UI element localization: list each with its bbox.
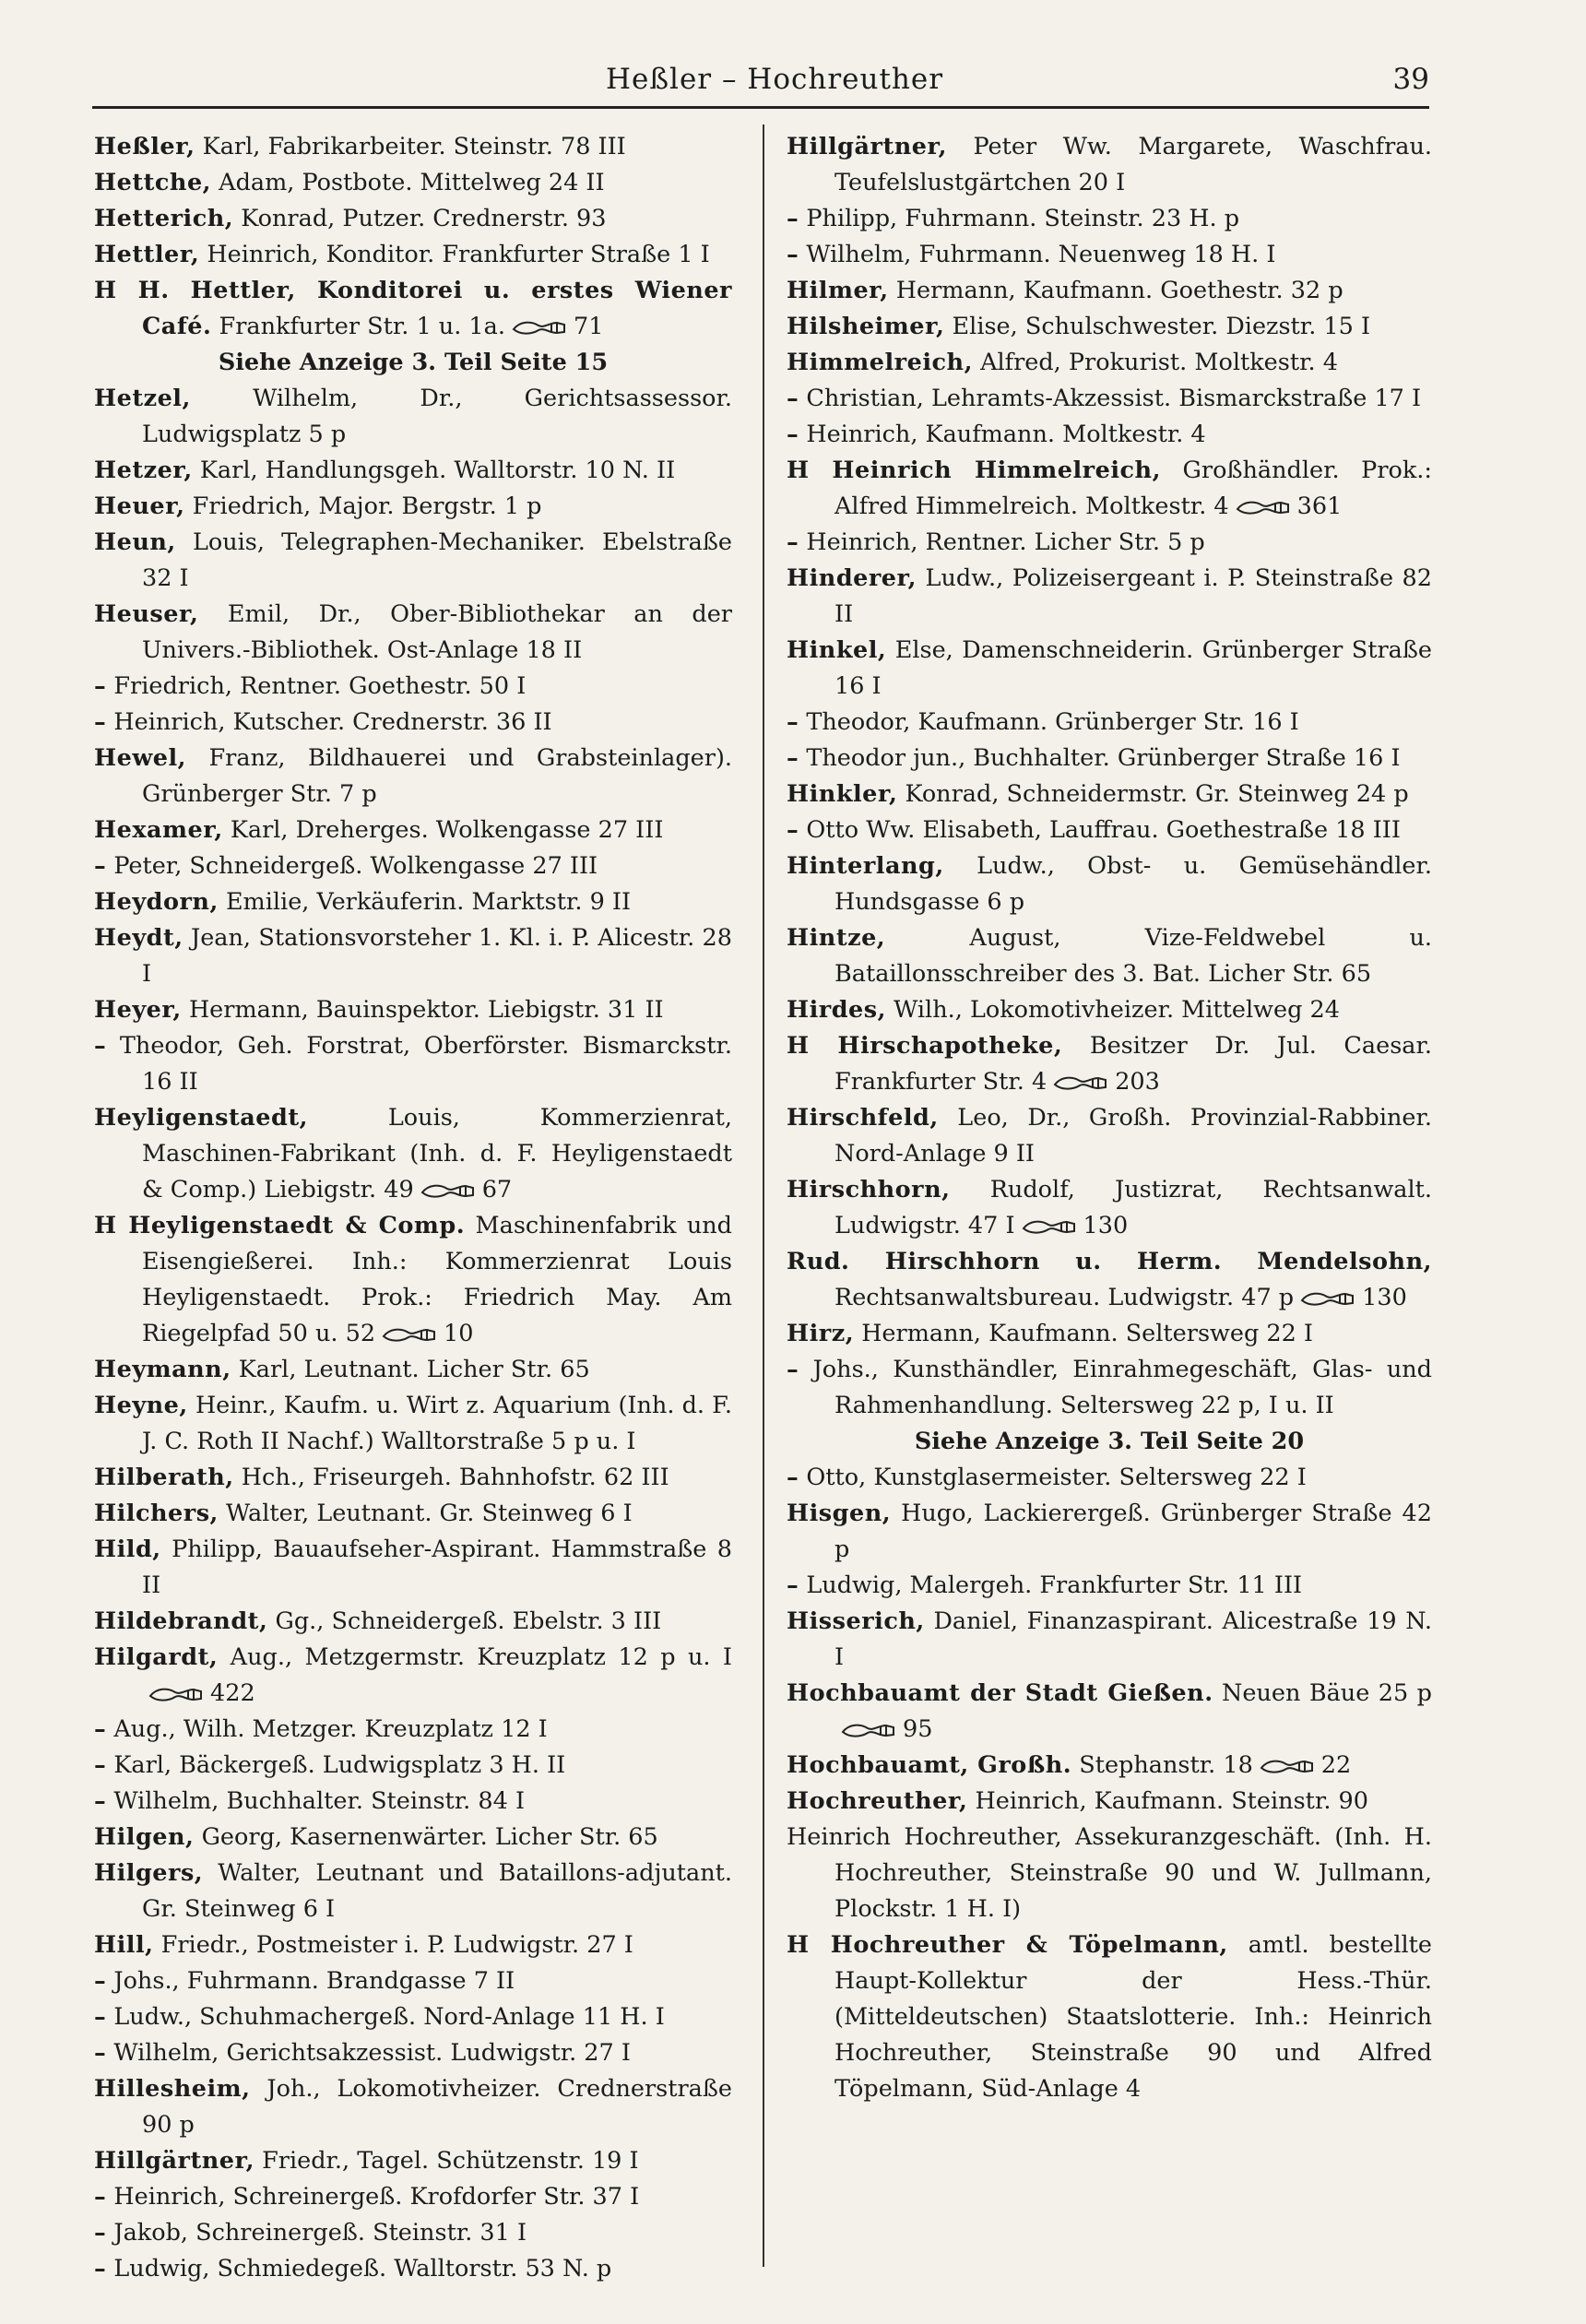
directory-entry — [94, 1748, 732, 1784]
phone-number: 130 — [1362, 1284, 1407, 1311]
directory-entry — [787, 1820, 1432, 1927]
entry-name: Heyligenstaedt, — [94, 1104, 308, 1132]
directory-entry — [94, 2143, 732, 2179]
telephone-icon — [511, 319, 568, 336]
directory-entry — [94, 848, 732, 884]
entry-details: Emil, Dr., Ober-Bibliothekar an der Univers.-Bibliothek. Ost-Anlage 18 II — [142, 600, 732, 664]
entry-name: Hilsheimer, — [787, 313, 945, 340]
entry-details: Theodor, Kaufmann. Grünberger Str. 16 I — [806, 708, 1299, 736]
entry-details: Aug., Metzgermstr. Kreuzplatz 12 p u. I — [230, 1643, 732, 1671]
entry-name: – — [94, 708, 107, 736]
entry-details: Ludwig, Malergeh. Frankfurter Str. 11 III — [806, 1571, 1303, 1599]
entry-name: – — [787, 816, 799, 844]
directory-entry — [94, 2035, 732, 2071]
phone-number: 422 — [210, 1679, 255, 1707]
directory-entry — [787, 201, 1432, 237]
entry-name: Hetzer, — [94, 456, 193, 484]
entry-details: Friedr., Postmeister i. P. Ludwigstr. 27 I — [160, 1931, 633, 1959]
entry-name: Hettche, — [94, 169, 212, 196]
entry-details: Georg, Kasernenwärter. Licher Str. 65 — [201, 1823, 658, 1851]
entry-name: Hettler, — [94, 241, 200, 268]
phone-number: 71 — [573, 313, 604, 340]
entry-name: Hillesheim, — [94, 2075, 251, 2103]
telephone-icon — [1259, 1758, 1316, 1774]
directory-entry — [787, 705, 1432, 741]
directory-entry — [94, 129, 732, 165]
directory-entry — [94, 525, 732, 597]
directory-entry — [94, 2251, 732, 2287]
entry-details: Hugo, Lackierergeß. Grünberger Straße 42 p — [834, 1500, 1432, 1563]
telephone-icon — [420, 1182, 477, 1199]
entry-details: Wilhelm, Fuhrmann. Neuenweg 18 H. I — [806, 241, 1276, 268]
entry-name: – — [94, 2039, 107, 2067]
entry-details: August, Vize-Feldwebel u. Bataillonsschreiber des 3. Bat. Licher Str. 65 — [834, 924, 1432, 988]
entry-name: Hewel, — [94, 744, 187, 772]
entry-details: Besitzer Dr. Jul. Caesar. Frankfurter Str. 4 — [834, 1032, 1432, 1096]
ad-reference: Siehe Anzeige 3. Teil Seite 20 — [914, 1428, 1305, 1455]
left-column — [94, 129, 732, 2287]
entry-details: Else, Damenschneiderin. Grünberger Straße 16 I — [834, 636, 1432, 700]
directory-entry — [94, 1999, 732, 2035]
directory-entry — [94, 489, 732, 525]
entry-name: – — [94, 1967, 107, 1995]
entry-name: Heßler, — [94, 133, 195, 160]
directory-entry — [787, 1028, 1432, 1100]
directory-entry — [787, 1172, 1432, 1244]
entry-name: Hill, — [94, 1931, 154, 1959]
directory-entry — [94, 705, 732, 741]
entry-name: Hochreuther, — [787, 1787, 968, 1815]
entry-name: – — [94, 852, 107, 880]
entry-name: – — [94, 672, 107, 700]
phone-number: 22 — [1320, 1751, 1352, 1779]
entry-details: Karl, Fabrikarbeiter. Steinstr. 78 III — [202, 133, 626, 160]
entry-name: – — [94, 2183, 107, 2211]
entry-details: Peter, Schneidergeß. Wolkengasse 27 III — [113, 852, 598, 880]
directory-entry — [787, 1604, 1432, 1676]
entry-name: – — [94, 2003, 107, 2031]
directory-entry — [94, 1963, 732, 1999]
entry-details: Heinrich, Kaufmann. Steinstr. 90 — [975, 1787, 1368, 1815]
entry-name: H Hochreuther & Töpelmann, — [787, 1931, 1228, 1959]
entry-name: – — [787, 205, 799, 232]
entry-details: Elise, Schulschwester. Diezstr. 15 I — [952, 313, 1371, 340]
directory-entry — [94, 1028, 732, 1100]
entry-details: Hermann, Kaufmann. Seltersweg 22 I — [861, 1320, 1314, 1347]
telephone-icon — [1052, 1074, 1109, 1091]
entry-details: Alfred, Prokurist. Moltkestr. 4 — [980, 349, 1338, 376]
entry-details: Großhändler. Prok.: Alfred Himmelreich. Moltkestr. 4 — [834, 456, 1433, 520]
directory-entry — [787, 741, 1432, 777]
entry-details: Heinrich, Kutscher. Crednerstr. 36 II — [113, 708, 552, 736]
entry-name: – — [787, 744, 799, 772]
entry-details: Wilh., Lokomotivheizer. Mittelweg 24 — [894, 996, 1340, 1024]
directory-entry — [94, 812, 732, 848]
entry-name: Hinkler, — [787, 780, 898, 808]
entry-name: Hetzel, — [94, 385, 191, 412]
telephone-icon — [1299, 1290, 1356, 1307]
directory-entry — [94, 741, 732, 812]
entry-name: Hilgers, — [94, 1859, 204, 1887]
directory-entry — [94, 1712, 732, 1748]
directory-entry — [94, 2179, 732, 2215]
entry-details: Heinrich, Kaufmann. Moltkestr. 4 — [806, 421, 1206, 448]
entry-name: H Heinrich Himmelreich, — [787, 456, 1161, 484]
directory-entry — [94, 1388, 732, 1460]
entry-name: – — [94, 1751, 107, 1779]
entry-details: Ludwig, Schmiedegeß. Walltorstr. 53 N. p — [113, 2255, 612, 2282]
entry-name: – — [787, 708, 799, 736]
entry-details: Leo, Dr., Großh. Provinzial-Rabbiner. Nord-Anlage 9 II — [834, 1104, 1432, 1168]
ad-reference: Siehe Anzeige 3. Teil Seite 15 — [218, 349, 609, 376]
entry-name: Hochbauamt, Großh. — [787, 1751, 1072, 1779]
entry-details: Daniel, Finanzaspirant. Alicestraße 19 N. I — [834, 1607, 1432, 1671]
entry-details: Jean, Stationsvorsteher 1. Kl. i. P. Alicestr. 28 I — [142, 924, 732, 988]
entry-name: Hexamer, — [94, 816, 223, 844]
entry-name: Hirz, — [787, 1320, 855, 1347]
entry-details: Johs., Fuhrmann. Brandgasse 7 II — [113, 1967, 515, 1995]
directory-entry — [94, 1532, 732, 1604]
entry-details: Christian, Lehramts-Akzessist. Bismarckstraße 17 I — [806, 385, 1422, 412]
directory-entry — [787, 417, 1432, 453]
entry-details: Maschinenfabrik und Eisengießerei. Inh.: Kommerzienrat Louis Heyligenstaedt. Prok.: Friedrich May. Am Riegelpfad 50 u. 52 — [142, 1212, 732, 1347]
directory-entry — [787, 777, 1432, 812]
entry-name: Heuser, — [94, 600, 199, 628]
entry-name: Hilberath, — [94, 1464, 234, 1491]
entry-details: Emilie, Verkäuferin. Marktstr. 9 II — [225, 888, 632, 916]
directory-entry — [94, 2215, 732, 2251]
directory-entry — [94, 669, 732, 705]
entry-details: Adam, Postbote. Mittelweg 24 II — [219, 169, 605, 196]
entry-details: Konrad, Schneidermstr. Gr. Steinweg 24 p — [905, 780, 1409, 808]
entry-details: Karl, Bäckergeß. Ludwigsplatz 3 H. II — [113, 1751, 566, 1779]
entry-details: Wilhelm, Gerichtsakzessist. Ludwigstr. 27 I — [113, 2039, 631, 2067]
directory-entry — [787, 237, 1432, 273]
entry-details: Neuen Bäue 25 p — [1222, 1679, 1433, 1707]
entry-name: H Hirschapotheke, — [787, 1032, 1063, 1060]
entry-details: Johs., Kunsthändler, Einrahmegeschäft, Glas- und Rahmenhandlung. Seltersweg 22 p, I u. II — [812, 1356, 1432, 1419]
entry-details: Theodor, Geh. Forstrat, Oberförster. Bismarckstr. 16 II — [119, 1032, 732, 1096]
directory-entry — [787, 1784, 1432, 1820]
directory-entry — [94, 992, 732, 1028]
page-number: 39 — [1392, 63, 1429, 96]
entry-name: Heydt, — [94, 924, 183, 952]
directory-entry — [94, 381, 732, 453]
directory-entry — [787, 381, 1432, 417]
entry-details: Karl, Handlungsgeh. Walltorstr. 10 N. II — [199, 456, 676, 484]
directory-entry — [787, 345, 1432, 381]
entry-details: Rudolf, Justizrat, Rechtsanwalt. Ludwigstr. 47 I — [834, 1176, 1432, 1239]
directory-entry — [787, 1748, 1432, 1784]
telephone-icon — [1235, 499, 1292, 516]
entry-name: H H. Hettler, Konditorei u. erstes Wiener Café. — [94, 277, 732, 340]
entry-details: Heinr., Kaufm. u. Wirt z. Aquarium (Inh. d. F. J. C. Roth II Nachf.) Walltorstraße 5 p u. I — [142, 1392, 733, 1455]
entry-details: Friedr., Tagel. Schützenstr. 19 I — [262, 2147, 639, 2175]
entry-name: Himmelreich, — [787, 349, 973, 376]
entry-details: Heinrich, Konditor. Frankfurter Straße 1 I — [207, 241, 710, 268]
directory-entry — [94, 2071, 732, 2143]
entry-name: – — [787, 421, 799, 448]
right-column — [787, 129, 1432, 2107]
directory-entry — [94, 1784, 732, 1820]
directory-entry — [94, 165, 732, 201]
entry-name: Hirdes, — [787, 996, 887, 1024]
telephone-icon — [148, 1686, 205, 1702]
phone-number: 130 — [1083, 1212, 1129, 1239]
entry-details: Louis, Telegraphen-Mechaniker. Ebelstraße 32 I — [142, 528, 733, 592]
entry-name: Hillgärtner, — [94, 2147, 254, 2175]
entry-details: Aug., Wilh. Metzger. Kreuzplatz 12 I — [113, 1715, 548, 1743]
entry-name: Hinkel, — [787, 636, 887, 664]
entry-details: Ludw., Obst- u. Gemüsehändler. Hundsgasse 6 p — [834, 852, 1433, 916]
entry-name: H Heyligenstaedt & Comp. — [94, 1212, 466, 1239]
entry-details: Wilhelm, Buchhalter. Steinstr. 84 I — [113, 1787, 526, 1815]
entry-name: – — [94, 2255, 107, 2282]
directory-entry — [787, 1244, 1432, 1316]
entry-details: Jakob, Schreinergeß. Steinstr. 31 I — [113, 2219, 527, 2247]
entry-details: Peter Ww. Margarete, Waschfrau. Teufelslustgärtchen 20 I — [834, 133, 1433, 196]
directory-entry — [787, 309, 1432, 345]
entry-name: Hilchers, — [94, 1500, 219, 1527]
directory-entry — [787, 812, 1432, 848]
entry-name: Hillgärtner, — [787, 133, 947, 160]
directory-entry — [94, 1856, 732, 1927]
entry-name: Hisgen, — [787, 1500, 892, 1527]
entry-details: Walter, Leutnant und Bataillons-adjutant. Gr. Steinweg 6 I — [142, 1859, 732, 1923]
entry-details: Friedrich, Rentner. Goethestr. 50 I — [113, 672, 527, 700]
directory-entry — [787, 1316, 1432, 1352]
directory-entry — [94, 453, 732, 489]
directory-entry — [787, 525, 1432, 561]
entry-name: Heun, — [94, 528, 176, 556]
entry-name: Hisserich, — [787, 1607, 925, 1635]
directory-entry — [94, 1352, 732, 1388]
entry-details: Heinrich, Schreinergeß. Krofdorfer Str. 37 I — [113, 2183, 640, 2211]
directory-entry — [787, 1100, 1432, 1172]
phone-number: 203 — [1115, 1068, 1160, 1096]
directory-entry — [94, 1100, 732, 1208]
entry-details: Karl, Dreherges. Wolkengasse 27 III — [230, 816, 664, 844]
directory-entry — [94, 884, 732, 920]
directory-entry — [787, 1927, 1432, 2107]
entry-name: Heydorn, — [94, 888, 219, 916]
directory-entry — [94, 273, 732, 345]
entry-details: Heinrich, Rentner. Licher Str. 5 p — [806, 528, 1205, 556]
entry-name: Hildebrandt, — [94, 1607, 268, 1635]
entry-details: Frankfurter Str. 1 u. 1a. — [219, 313, 505, 340]
directory-entry — [94, 1820, 732, 1856]
directory-entry — [787, 129, 1432, 201]
directory-entry — [787, 1568, 1432, 1604]
directory-entry — [787, 848, 1432, 920]
directory-entry — [94, 1496, 732, 1532]
entry-name: – — [787, 241, 799, 268]
entry-name: Heymann, — [94, 1356, 231, 1383]
entry-name: Rud. Hirschhorn u. Herm. Mendelsohn, — [787, 1248, 1432, 1275]
entry-details: Ludw., Schuhmachergeß. Nord-Anlage 11 H. I — [113, 2003, 665, 2031]
entry-name: Hilmer, — [787, 277, 889, 304]
entry-name: Hochbauamt der Stadt Gießen. — [787, 1679, 1213, 1707]
telephone-icon — [1021, 1218, 1078, 1235]
entry-name: Hilgen, — [94, 1823, 195, 1851]
entry-details: Karl, Leutnant. Licher Str. 65 — [238, 1356, 590, 1383]
directory-entry — [94, 237, 732, 273]
directory-entry — [787, 1460, 1432, 1496]
entry-name: Heyer, — [94, 996, 182, 1024]
entry-name: – — [787, 1356, 799, 1383]
telephone-icon — [840, 1722, 897, 1738]
entry-details: Hermann, Bauinspektor. Liebigstr. 31 II — [188, 996, 664, 1024]
entry-details: Friedrich, Major. Bergstr. 1 p — [192, 492, 542, 520]
entry-name: – — [787, 385, 799, 412]
directory-entry — [94, 597, 732, 669]
telephone-icon — [381, 1326, 438, 1343]
entry-details: Otto Ww. Elisabeth, Lauffrau. Goethestraße 18 III — [806, 816, 1401, 844]
entry-details: Ludw., Polizeisergeant i. P. Steinstraße 82 II — [834, 564, 1433, 628]
entry-details: Philipp, Bauaufseher-Aspirant. Hammstraße 8 II — [142, 1536, 732, 1599]
entry-details: Gg., Schneidergeß. Ebelstr. 3 III — [275, 1607, 662, 1635]
column-divider — [763, 125, 764, 2267]
entry-name: – — [787, 1571, 799, 1599]
entry-details: Heinrich Hochreuther, Assekuranzgeschäft. (Inh. H. Hochreuther, Steinstraße 90 und W. Jullmann, Plockstr. 1 H. I) — [787, 1823, 1432, 1923]
entry-details: Joh., Lokomotivheizer. Crednerstraße 90 p — [142, 2075, 733, 2139]
entry-details: Stephanstr. 18 — [1079, 1751, 1253, 1779]
entry-details: Rechtsanwaltsbureau. Ludwigstr. 47 p — [834, 1284, 1295, 1311]
directory-entry — [94, 1460, 732, 1496]
page-header — [120, 63, 1429, 100]
directory-entry — [787, 1496, 1432, 1568]
directory-entry — [94, 1604, 732, 1640]
entry-name: – — [94, 2219, 107, 2247]
directory-entry — [94, 1208, 732, 1352]
entry-details: Walter, Leutnant. Gr. Steinweg 6 I — [226, 1500, 633, 1527]
entry-name: – — [94, 1032, 107, 1060]
entry-details: Philipp, Fuhrmann. Steinstr. 23 H. p — [806, 205, 1240, 232]
directory-entry — [787, 992, 1432, 1028]
entry-details: Konrad, Putzer. Crednerstr. 93 — [241, 205, 607, 232]
entry-name: Heuer, — [94, 492, 185, 520]
entry-name: Hilgardt, — [94, 1643, 219, 1671]
entry-name: Hetterich, — [94, 205, 234, 232]
entry-name: Heyne, — [94, 1392, 188, 1419]
entry-details: amtl. bestellte Haupt-Kollektur der Hess.-Thür. (Mitteldeutschen) Staatslotterie. Inh.: Heinrich Hochreuther, Steinstraße 90 und Alfred Töpelmann, Süd-Anlage 4 — [834, 1931, 1432, 2103]
page-title: Heßler – Hochreuther — [605, 63, 944, 96]
entry-name: Hild, — [94, 1536, 161, 1563]
entry-name: – — [787, 528, 799, 556]
directory-entry — [94, 1927, 732, 1963]
phone-number: 95 — [903, 1715, 933, 1743]
entry-name: – — [94, 1715, 107, 1743]
directory-entry — [787, 273, 1432, 309]
entry-name: Hintze, — [787, 924, 886, 952]
entry-details: Theodor jun., Buchhalter. Grünberger Straße 16 I — [806, 744, 1401, 772]
phone-number: 361 — [1296, 492, 1343, 520]
entry-name: Hinderer, — [787, 564, 917, 592]
entry-name: – — [787, 1464, 799, 1491]
directory-entry — [787, 1676, 1432, 1748]
directory-entry — [787, 561, 1432, 633]
entry-details: Franz, Bildhauerei und Grabsteinlager). Grünberger Str. 7 p — [142, 744, 733, 808]
directory-entry — [94, 1640, 732, 1712]
entry-name: – — [94, 1787, 107, 1815]
entry-name: Hirschhorn, — [787, 1176, 951, 1204]
entry-details: Louis, Kommerzienrat, Maschinen-Fabrikant (Inh. d. F. Heyligenstaedt & Comp.) Liebigstr. 49 — [142, 1104, 732, 1204]
directory-entry — [94, 201, 732, 237]
entry-name: Hinterlang, — [787, 852, 944, 880]
directory-entry — [787, 1352, 1432, 1424]
entry-details: Hermann, Kaufmann. Goethestr. 32 p — [895, 277, 1343, 304]
directory-entry — [787, 633, 1432, 705]
directory-entry — [787, 920, 1432, 992]
directory-entry — [787, 453, 1432, 525]
header-rule — [92, 106, 1429, 109]
phone-number: 10 — [444, 1320, 474, 1347]
entry-name: Hirschfeld, — [787, 1104, 939, 1132]
directory-entry — [94, 920, 732, 992]
entry-details: Wilhelm, Dr., Gerichtsassessor. Ludwigsplatz 5 p — [142, 385, 732, 448]
entry-details: Otto, Kunstglasermeister. Seltersweg 22 I — [806, 1464, 1307, 1491]
phone-number: 67 — [481, 1176, 513, 1204]
entry-details: Hch., Friseurgeh. Bahnhofstr. 62 III — [241, 1464, 669, 1491]
